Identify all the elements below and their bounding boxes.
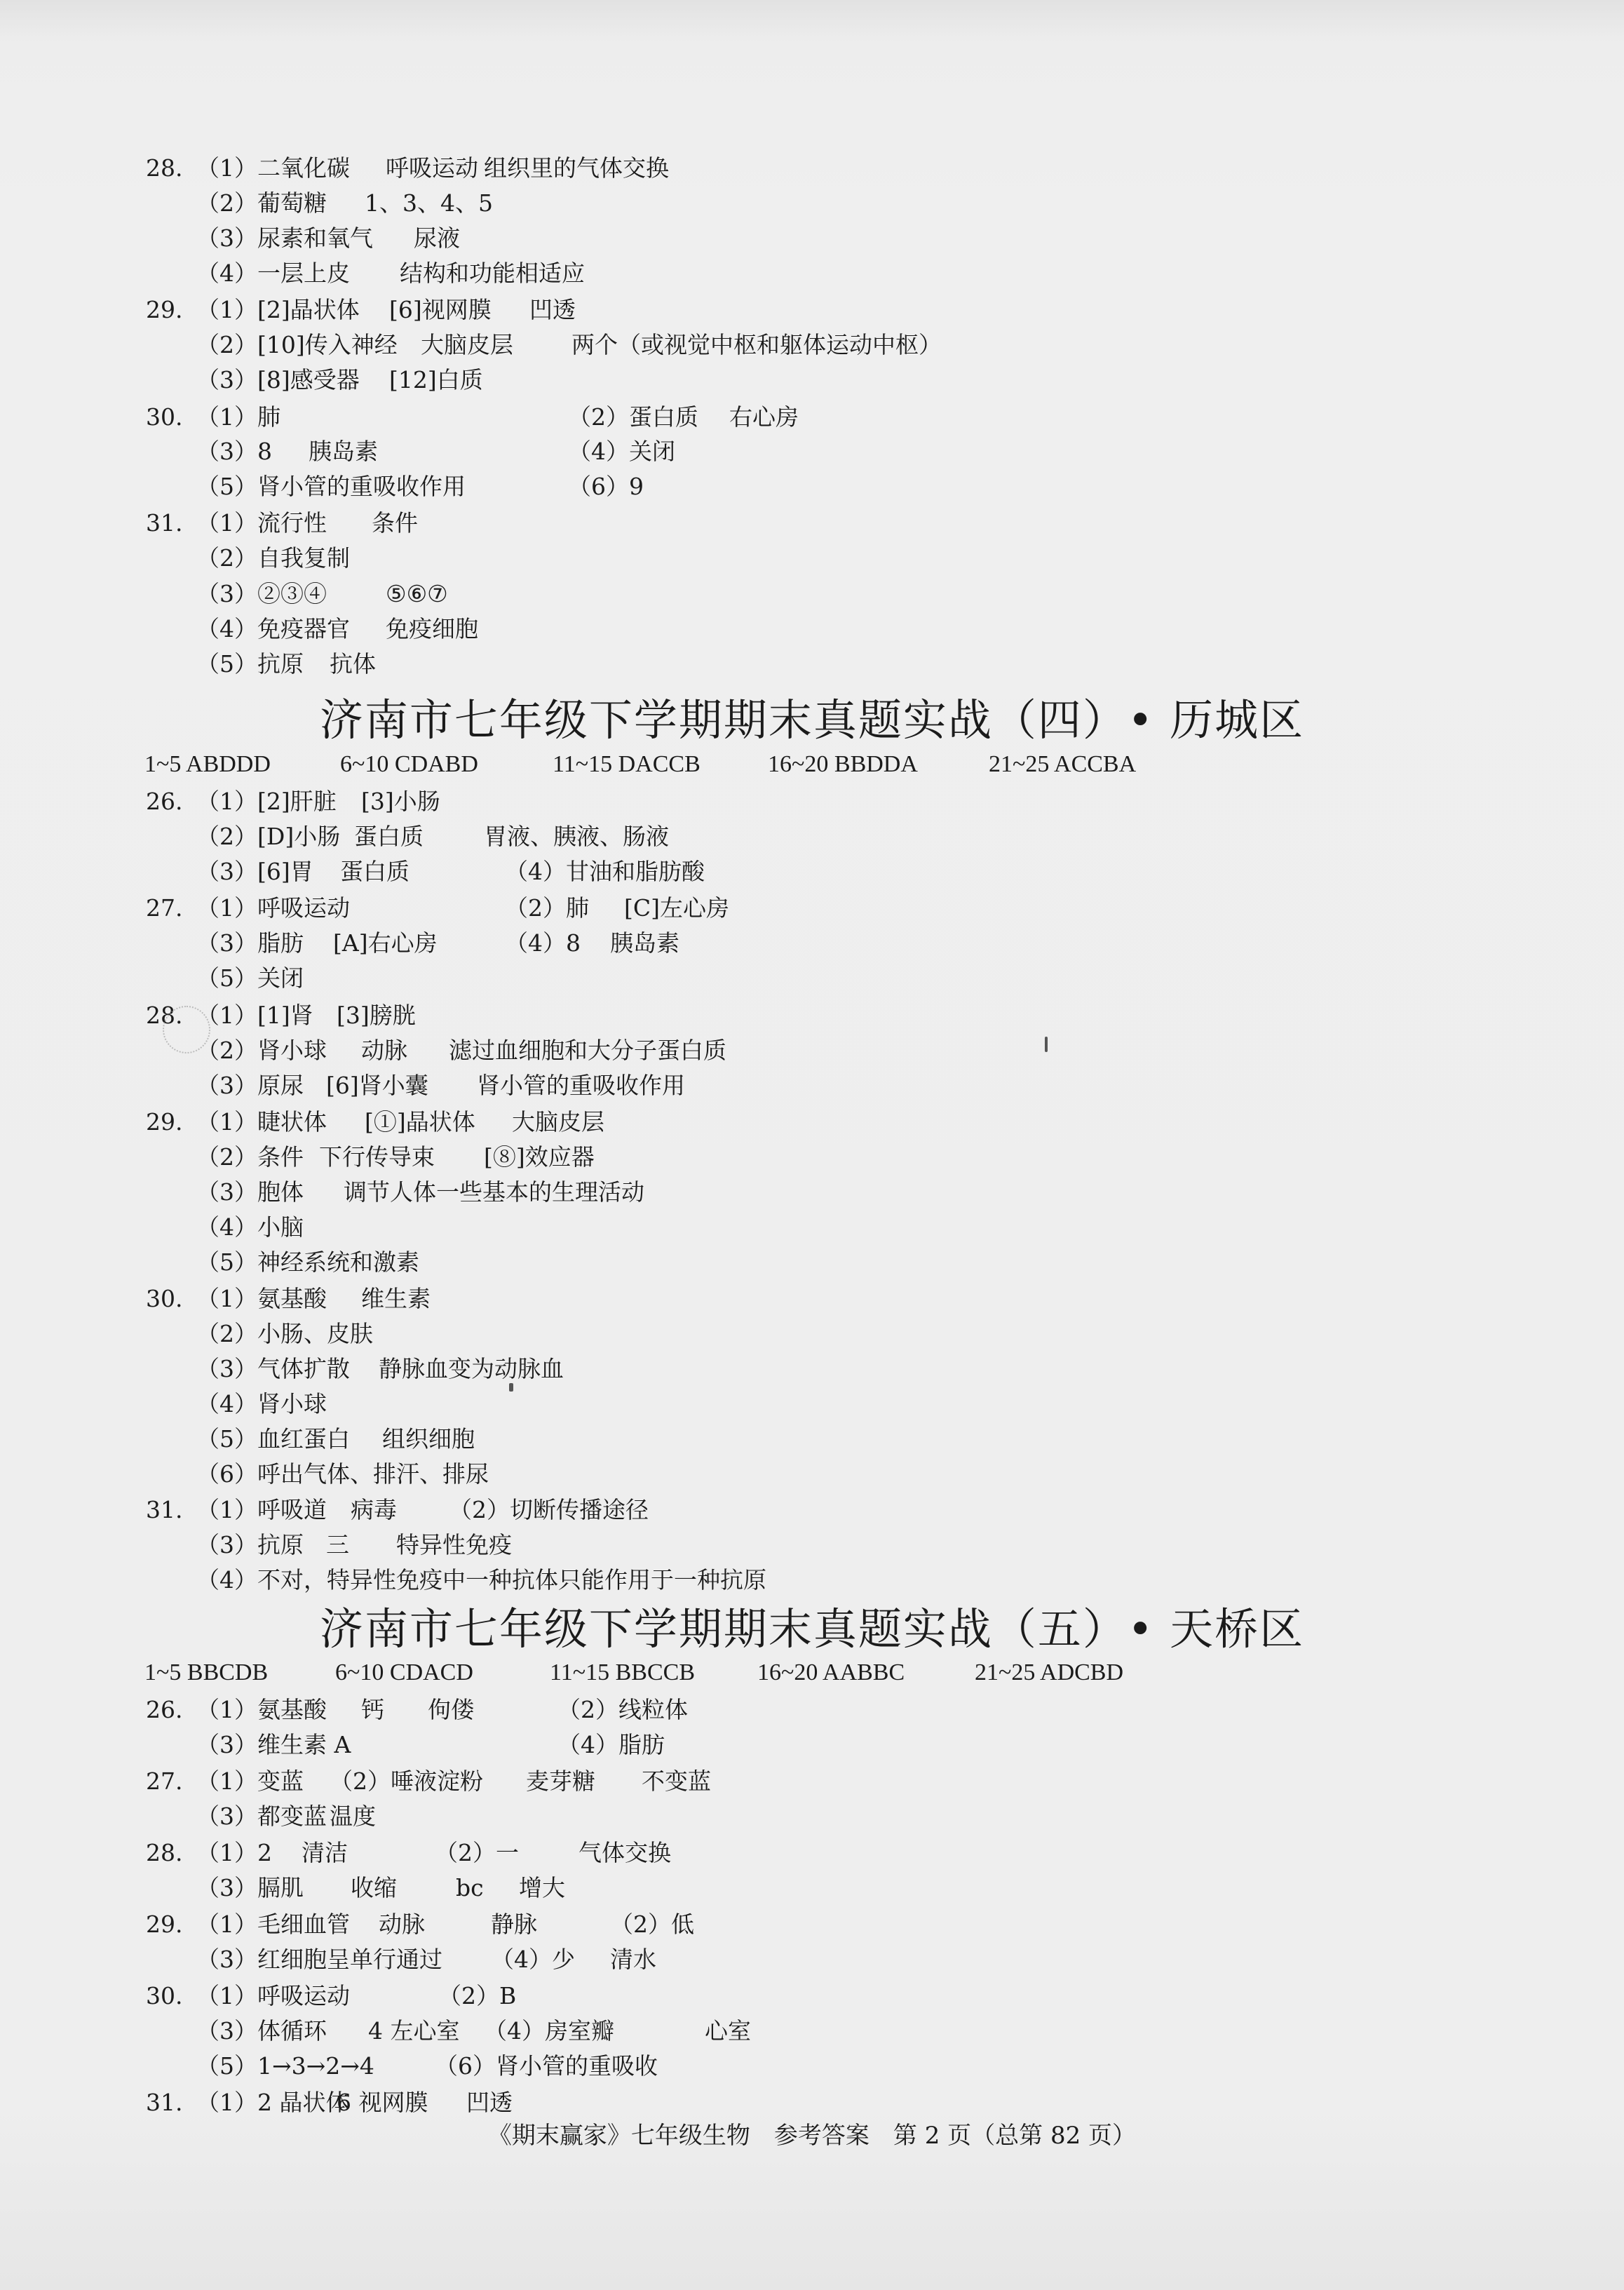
answer-segment: 增大 bbox=[519, 1874, 565, 1901]
answer-segment: 调节人体一些基本的生理活动 bbox=[344, 1178, 644, 1206]
answer-segment: 清洁 bbox=[302, 1839, 348, 1866]
answer-segment: 呼吸运动 bbox=[386, 154, 478, 182]
answer-segment: （1）氨基酸 bbox=[196, 1285, 327, 1312]
answer-segment: （3）体循环 bbox=[196, 2017, 327, 2045]
answer-segment: （2）小肠、皮肤 bbox=[196, 1320, 373, 1347]
question-number: 30. bbox=[146, 1285, 183, 1312]
answer-segment: （3）膈肌 bbox=[196, 1874, 304, 1901]
answer-segment: （4）房室瓣 bbox=[484, 2017, 614, 2045]
answer-segment: （2）条件 bbox=[196, 1143, 304, 1171]
answer-segment: （2）[D]小肠 bbox=[196, 823, 341, 850]
answer-segment: [6]肾小囊 bbox=[326, 1072, 428, 1099]
answer-segment: （1）肺 bbox=[196, 403, 280, 431]
answer-segment: （3）8 bbox=[196, 438, 272, 465]
answer-segment: 16~20 BBDDA bbox=[768, 751, 918, 777]
answer-segment: 条件 bbox=[372, 509, 418, 537]
answer-segment: 1~5 ABDDD bbox=[144, 751, 271, 777]
answer-segment: 右心房 bbox=[729, 403, 799, 431]
answer-segment: （3）[8]感受器 bbox=[196, 366, 360, 393]
answer-segment: （1）毛细血管 bbox=[196, 1911, 350, 1938]
answer-segment: 大脑皮层 bbox=[421, 331, 513, 358]
answer-segment: （3）[6]胃 bbox=[196, 858, 313, 885]
answer-segment: 16~20 AABBC bbox=[757, 1659, 905, 1685]
answer-segment: （6）9 bbox=[568, 473, 644, 500]
answer-segment: （5）血红蛋白 bbox=[196, 1425, 350, 1453]
answer-segment: （6）肾小管的重吸收 bbox=[435, 2052, 658, 2080]
answer-segment: （2）肾小球 bbox=[196, 1037, 327, 1064]
answer-segment: [12]白质 bbox=[389, 366, 483, 393]
answer-segment: [3]小肠 bbox=[361, 788, 440, 815]
answer-segment: 组织细胞 bbox=[382, 1425, 475, 1453]
answer-segment: （3）气体扩散 bbox=[196, 1355, 350, 1382]
question-number: 28. bbox=[146, 1002, 183, 1029]
answer-segment: （3）脂肪 bbox=[196, 929, 304, 957]
answer-segment: 动脉 bbox=[361, 1037, 407, 1064]
answer-segment: （5）抗原 bbox=[196, 650, 304, 678]
answer-segment: （1）2 晶状体 bbox=[196, 2089, 349, 2116]
answer-segment: 11~15 BBCCB bbox=[550, 1659, 696, 1685]
answer-segment: （3）维生素 A bbox=[196, 1731, 351, 1758]
answer-segment: 清水 bbox=[610, 1946, 656, 1973]
answer-segment: （1）睫状体 bbox=[196, 1108, 327, 1136]
answer-segment: [6]视网膜 bbox=[389, 296, 492, 323]
answer-segment: （1）[2]晶状体 bbox=[196, 296, 360, 323]
answer-segment: 温度 bbox=[330, 1803, 376, 1830]
answer-segment: 维生素 bbox=[361, 1285, 431, 1312]
answer-segment: （4）少 bbox=[491, 1946, 575, 1973]
answer-segment: （2）[10]传入神经 bbox=[196, 331, 398, 358]
answer-segment: 特异性免疫 bbox=[396, 1531, 512, 1558]
answer-segment: （5）1→3→2→4 bbox=[196, 2052, 374, 2080]
answer-segment: 气体交换 bbox=[578, 1839, 671, 1866]
answer-segment: （3）②③④ bbox=[196, 580, 327, 607]
answer-segment: （2）肺 bbox=[505, 894, 589, 922]
answer-segment: 静脉血变为动脉血 bbox=[379, 1355, 564, 1382]
answer-segment: 病毒 bbox=[351, 1496, 397, 1523]
answer-segment: （4）免疫器官 bbox=[196, 615, 350, 642]
answer-segment: ⑤⑥⑦ bbox=[386, 580, 448, 607]
answer-segment: （3）都变蓝 bbox=[196, 1803, 327, 1830]
question-number: 28. bbox=[146, 1839, 183, 1866]
answer-segment: （1）氨基酸 bbox=[196, 1696, 327, 1723]
answer-segment: 凹透 bbox=[466, 2089, 513, 2116]
answer-segment: 组织里的气体交换 bbox=[484, 154, 669, 182]
answer-segment: 结构和功能相适应 bbox=[400, 260, 585, 287]
answer-segment: [A]右心房 bbox=[333, 929, 438, 957]
answer-segment: （1）二氧化碳 bbox=[196, 154, 350, 182]
ink-speck bbox=[509, 1383, 513, 1392]
answer-segment: 钙 bbox=[361, 1696, 384, 1723]
question-number: 31. bbox=[146, 509, 183, 537]
answer-segment: 两个（或视觉中枢和躯体运动中枢） bbox=[571, 331, 942, 358]
answer-segment: 静脉 bbox=[491, 1911, 537, 1938]
question-number: 29. bbox=[146, 1108, 183, 1136]
answer-segment: （4）脂肪 bbox=[557, 1731, 665, 1758]
answer-segment: （2）切断传播途径 bbox=[449, 1496, 649, 1523]
answer-segment: （2）葡萄糖 bbox=[196, 189, 327, 217]
answer-segment: 胰岛素 bbox=[610, 929, 679, 957]
answer-segment: （1）变蓝 bbox=[196, 1767, 304, 1795]
question-number: 26. bbox=[146, 788, 183, 815]
answer-segment: （1）呼吸道 bbox=[196, 1496, 327, 1523]
answer-segment: （1）呼吸运动 bbox=[196, 894, 350, 922]
answer-segment: [⑧]效应器 bbox=[484, 1143, 595, 1171]
question-number: 26. bbox=[146, 1696, 183, 1723]
answer-segment: （1）呼吸运动 bbox=[196, 1982, 350, 2009]
answer-segment: （4）不对，特异性免疫中一种抗体只能作用于一种抗原 bbox=[196, 1566, 766, 1594]
answer-segment: 6~10 CDACD bbox=[335, 1659, 473, 1685]
answer-segment: 三 bbox=[326, 1531, 349, 1558]
answer-segment: （5）关闭 bbox=[196, 964, 304, 992]
faint-stamp bbox=[163, 1006, 210, 1053]
answer-segment: （2）蛋白质 bbox=[568, 403, 698, 431]
answer-segment: 抗体 bbox=[330, 650, 376, 678]
answer-segment: 大脑皮层 bbox=[512, 1108, 604, 1136]
answer-segment: 收缩 bbox=[351, 1874, 397, 1901]
answer-segment: （4）肾小球 bbox=[196, 1390, 327, 1417]
answer-segment: 胰岛素 bbox=[309, 438, 378, 465]
question-number: 27. bbox=[146, 894, 183, 922]
question-number: 30. bbox=[146, 403, 183, 431]
question-number: 31. bbox=[146, 2089, 183, 2116]
answer-segment: 凹透 bbox=[529, 296, 576, 323]
answer-segment: 心室 bbox=[705, 2017, 751, 2045]
answer-segment: （3）尿素和氧气 bbox=[196, 224, 373, 252]
answer-segment: 不变蓝 bbox=[642, 1767, 711, 1795]
answer-segment: （3）原尿 bbox=[196, 1072, 304, 1099]
answer-segment: [①]晶状体 bbox=[365, 1108, 475, 1136]
question-number: 31. bbox=[146, 1496, 183, 1523]
answer-segment: 11~15 DACCB bbox=[553, 751, 701, 777]
answer-segment: （5）神经系统和激素 bbox=[196, 1248, 419, 1276]
answer-segment: 4 左心室 bbox=[368, 2017, 460, 2045]
answer-segment: 21~25 ADCBD bbox=[975, 1659, 1124, 1685]
answer-segment: （3）抗原 bbox=[196, 1531, 304, 1558]
answer-segment: [3]膀胱 bbox=[337, 1002, 416, 1029]
answer-segment: （3）红细胞呈单行通过 bbox=[196, 1946, 442, 1973]
answer-segment: （4）关闭 bbox=[568, 438, 675, 465]
answer-segment: 麦芽糖 bbox=[526, 1767, 595, 1795]
question-number: 27. bbox=[146, 1767, 183, 1795]
question-number: 28. bbox=[146, 154, 183, 182]
answer-segment: （2）低 bbox=[610, 1911, 694, 1938]
answer-segment: （1）流行性 bbox=[196, 509, 327, 537]
page-footer: 《期末赢家》七年级生物 参考答案 第 2 页（总第 82 页） bbox=[487, 2122, 1137, 2150]
answer-segment: （2）自我复制 bbox=[196, 544, 350, 572]
answer-segment: 免疫细胞 bbox=[386, 615, 478, 642]
answer-segment: （1）2 bbox=[196, 1839, 272, 1866]
question-number: 30. bbox=[146, 1982, 183, 2009]
answer-segment: [C]左心房 bbox=[624, 894, 729, 922]
answer-segment: 下行传导束 bbox=[319, 1143, 435, 1171]
answer-segment: （5）肾小管的重吸收作用 bbox=[196, 473, 466, 500]
answer-segment: （2）B bbox=[438, 1982, 517, 2009]
ink-speck bbox=[1045, 1037, 1048, 1052]
answer-segment: （6）呼出气体、排汗、排尿 bbox=[196, 1460, 489, 1488]
answer-segment: （3）胞体 bbox=[196, 1178, 304, 1206]
answer-segment: （1）[1]肾 bbox=[196, 1002, 313, 1029]
answer-segment: 尿液 bbox=[414, 224, 460, 252]
question-number: 29. bbox=[146, 1911, 183, 1938]
answer-segment: bc bbox=[456, 1874, 484, 1901]
answer-segment: 1~5 BBCDB bbox=[144, 1659, 269, 1685]
answer-segment: （4）小脑 bbox=[196, 1213, 304, 1241]
answer-segment: 1、3、4、5 bbox=[365, 189, 493, 217]
answer-segment: （2）线粒体 bbox=[557, 1696, 688, 1723]
answer-segment: 6 视网膜 bbox=[337, 2089, 428, 2116]
answer-segment: （2）唾液淀粉 bbox=[330, 1767, 483, 1795]
answer-segment: 滤过血细胞和大分子蛋白质 bbox=[449, 1037, 726, 1064]
answer-segment: 蛋白质 bbox=[354, 823, 424, 850]
answer-segment: 胃液、胰液、肠液 bbox=[484, 823, 669, 850]
answer-segment: （4）8 bbox=[505, 929, 581, 957]
section-title: 济南市七年级下学期期末真题实战（四）• 历城区 bbox=[319, 694, 1305, 746]
answer-segment: （2）一 bbox=[435, 1839, 519, 1866]
answer-segment: 肾小管的重吸收作用 bbox=[477, 1072, 685, 1099]
answer-segment: （4）甘油和脂肪酸 bbox=[505, 858, 705, 885]
answer-segment: （4）一层上皮 bbox=[196, 260, 350, 287]
question-number: 29. bbox=[146, 296, 183, 323]
answer-segment: 佝偻 bbox=[428, 1696, 474, 1723]
answer-segment: 蛋白质 bbox=[340, 858, 410, 885]
section-title: 济南市七年级下学期期末真题实战（五）• 天桥区 bbox=[319, 1603, 1305, 1655]
answer-segment: 21~25 ACCBA bbox=[989, 751, 1137, 777]
answer-segment: 动脉 bbox=[379, 1911, 425, 1938]
answer-segment: （1）[2]肝脏 bbox=[196, 788, 337, 815]
answer-segment: 6~10 CDABD bbox=[340, 751, 478, 777]
